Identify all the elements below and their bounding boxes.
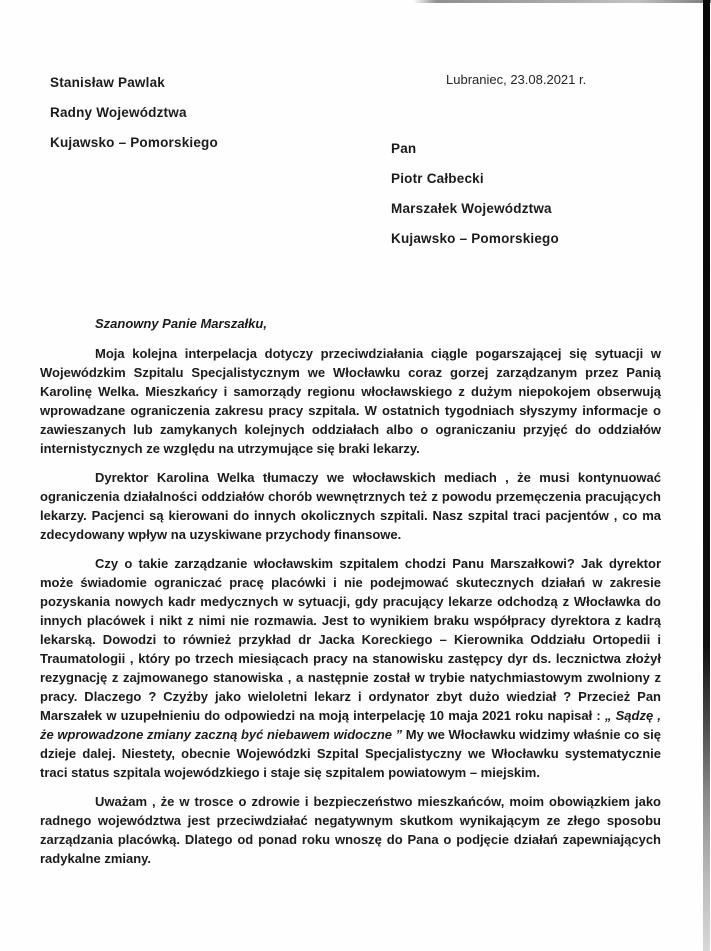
paragraph-3-text-after-quote: My we Włocławku widzimy właśnie co się dzieje dalej. Niestety, obecnie Wojewódzki Szpital Specjalistyczny we Włocławku systematycznie traci status szpitala wojewódzkiego i staje się szpitalem powiatowym – miejskim. — [40, 727, 661, 780]
sender-title-line2: Kujawsko – Pomorskiego — [50, 135, 218, 150]
salutation: Szanowny Panie Marszałku, — [95, 316, 267, 331]
sender-name: Stanisław Pawlak — [50, 75, 166, 90]
sender-block — [50, 68, 218, 158]
recipient-name: Piotr Całbecki — [391, 171, 484, 186]
scan-artifact-top-line — [413, 0, 711, 3]
paragraph-4: Uważam , że w trosce o zdrowie i bezpieczeństwo mieszkańców, moim obowiązkiem jako radnego województwa jest przeciwdziałać negatywnym skutkom wynikającym ze złego sposobu zarządzania placówką. Dlatego od ponad roku wnoszę do Pana o podjęcie działań zapewniających radykalne zmiany. — [40, 794, 661, 866]
paragraph-3-text-before-quote: Czy o takie zarządzanie włocławskim szpitalem chodzi Panu Marszałkowi? Jak dyrektor może świadomie ograniczać pracę placówki i nie podejmować skutecznych działań w zakresie pozyskania nowych kadr medycznych w sytuacji, gdy pracujący lekarze odchodzą z Włocławka do innych placówek i nikt z nimi nie rozmawia. Jest to wynikiem braku współpracy dyrektora z kadrą lekarską. Dowodzi to również przykład dr Jacka Koreckiego – Kierownika Oddziału Ortopedii i Traumatologii , który po trzech miesiącach pracy na stanowisku zastępcy dyr ds. lecznictwa złożył rezygnację z zajmowanego stanowiska , a następnie został w trybie natychmiastowym zwolniony z pracy. Dlaczego ? Czyżby jako wieloletni lekarz i ordynator zbyt dużo wiedział ? Przecież Pan Marszałek w uzupełnieniu do odpowiedzi na moją interpelację 10 maja 2021 roku napisał : — [40, 556, 661, 723]
date-line: Lubraniec, 23.08.2021 r. — [446, 72, 587, 87]
scan-artifact-right-edge-bar — [703, 0, 710, 951]
sender-title-line1: Radny Województwa — [50, 105, 187, 120]
letter-body — [40, 314, 661, 868]
recipient-block — [391, 134, 559, 254]
recipient-title-line1: Marszałek Województwa — [391, 201, 552, 216]
paragraph-3 — [40, 554, 661, 782]
paragraph-3-quoted-text: „ Sądzę , że wprowadzone zmiany zaczną być niebawem widoczne ” — [40, 708, 661, 742]
paragraph-2: Dyrektor Karolina Welka tłumaczy we włocławskich mediach , że musi kontynuować ograniczenia działalności oddziałów chorób wewnętrznych też z powodu przemęczenia pracujących lekarzy. Pacjenci są kierowani do innych okolicznych szpitali. Nasz szpital traci pacjentów , co ma zdecydowany wpływ na uzyskiwane przychody finansowe. — [40, 470, 661, 542]
recipient-title-line2: Kujawsko – Pomorskiego — [391, 231, 559, 246]
paragraph-1: Moja kolejna interpelacja dotyczy przeciwdziałania ciągle pogarszającej się sytuacji w Wojewódzkim Szpitalu Specjalistycznym we Włocławku coraz gorzej zarządzanym przez Panią Karolinę Welka. Mieszkańcy i samorządy regionu włocławskiego z dużym niepokojem obserwują wprowadzane ograniczenia zakresu pracy szpitala. W ostatnich tygodniach słyszymy informacje o zawieszanych lub zamykanych kolejnych oddziałach albo o ograniczaniu przyjęć do oddziałów internistycznych ze względu na utrzymujące się braki lekarzy. — [40, 346, 661, 456]
recipient-honorific: Pan — [391, 141, 417, 156]
